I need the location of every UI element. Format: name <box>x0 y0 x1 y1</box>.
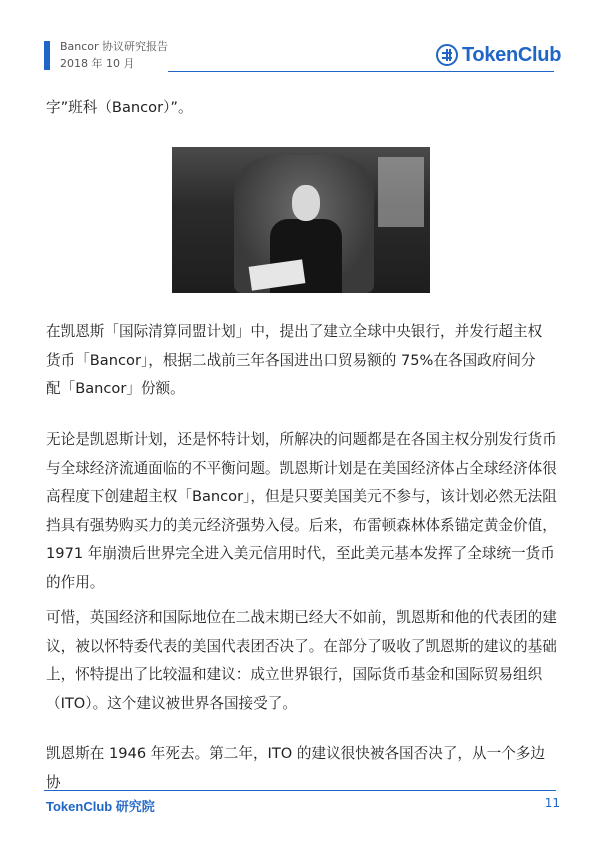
report-date: 2018 年 10 月 <box>60 57 135 70</box>
paragraph-continuation: 字”班科（Bancor）”。 <box>46 99 193 116</box>
paragraph-4: 凯恩斯在 1946 年死去。第二年，ITO 的建议很快被各国否决了，从一个多边协 <box>46 745 545 791</box>
report-title: Bancor 协议研究报告 <box>60 40 169 53</box>
paragraph-2: 无论是凯恩斯计划，还是怀特计划，所解决的问题都是在各国主权分别发行货币 与全球经济流通面临的不平衡问题。凯恩斯计划是在美国经济体占全球经济体很 高程度下创建超主权「Bancor」，但是只要美国美元不参与，该计划必然无法阻 挡具有强势购买力的美元经济强势入侵。后来，布雷顿森林体系锚定黄金价值， 1971 年崩溃后世界完全进入美元信用时代，至此美元基本发挥了全球统一货币 的作用。 <box>46 431 557 591</box>
header-rule <box>168 71 554 72</box>
footer-brand: TokenClub 研究院 <box>46 799 155 814</box>
tokenclub-logo-icon <box>436 44 458 66</box>
header-accent-bar <box>44 41 50 70</box>
paragraph-1: 在凯恩斯「国际清算同盟计划」中，提出了建立全球中央银行，并发行超主权 货币「Bancor」，根据二战前三年各国进出口贸易额的 75%在各国政府间分 配「Bancor」份额。 <box>46 323 543 397</box>
logo-text: TokenClub <box>462 43 562 66</box>
tokenclub-logo <box>436 42 561 68</box>
page-number: 11 <box>544 796 560 810</box>
paragraph-3: 可惜，英国经济和国际地位在二战末期已经大不如前，凯恩斯和他的代表团的建 议，被以怀特委代表的美国代表团否决了。在部分了吸收了凯恩斯的建议的基础 上，怀特提出了比较温和建议：成立世界银行，国际货币基金和国际贸易组织 （ITO）。这个建议被世界各国接受了。 <box>46 609 557 712</box>
footer-rule <box>44 790 556 791</box>
portrait-photo <box>172 147 430 293</box>
